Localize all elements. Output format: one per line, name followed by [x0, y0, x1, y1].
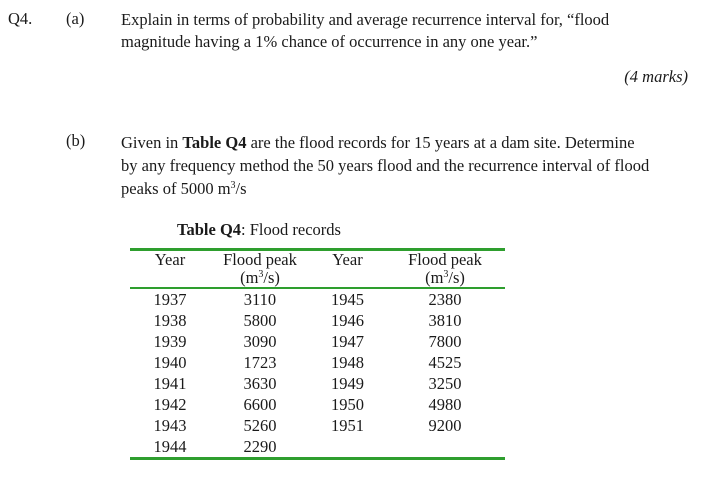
cell-year: 1948 — [331, 353, 364, 372]
cell-flood-peak: 9200 — [428, 416, 462, 435]
cell-year: 1946 — [331, 311, 364, 330]
table-bottom-rule — [130, 457, 505, 460]
part-b-unit-superscript: 3 — [230, 180, 236, 191]
part-a-line-2: magnitude having a 1% chance of occurrence in any one year.” — [121, 32, 538, 51]
part-a-line-1: Explain in terms of probability and average recurrence interval for, “flood — [121, 10, 610, 29]
part-b-line-1-pre: Given in — [121, 133, 183, 152]
cell-flood-peak: 3090 — [243, 332, 277, 351]
cell-flood-peak: 1723 — [243, 353, 277, 372]
table-row — [130, 394, 505, 415]
question-number: Q4. — [8, 9, 33, 28]
flood-records-table — [130, 248, 505, 460]
part-a-label: (a) — [66, 9, 85, 28]
table-caption-rest: : Flood records — [241, 220, 341, 239]
header-year-2: Year — [332, 250, 363, 269]
part-b-line-3-post: /s — [235, 179, 247, 198]
cell-flood-peak: 2290 — [243, 437, 277, 456]
cell-year — [310, 436, 385, 457]
cell-year: 1949 — [331, 374, 364, 393]
part-a-text — [121, 9, 609, 53]
cell-flood-peak: 5260 — [243, 416, 277, 435]
cell-year: 1944 — [153, 437, 187, 456]
table-row — [130, 331, 505, 352]
cell-flood-peak: 6600 — [243, 395, 277, 414]
cell-flood-peak: 2380 — [428, 290, 462, 309]
cell-year: 1942 — [153, 395, 187, 414]
table-row — [130, 436, 505, 457]
cell-year: 1941 — [153, 374, 187, 393]
cell-flood-peak: 4525 — [428, 353, 462, 372]
part-b-line-3 — [121, 177, 649, 200]
cell-flood-peak: 3250 — [428, 374, 462, 393]
table-row — [130, 289, 505, 310]
table-reference: Table Q4 — [182, 133, 247, 152]
header-flood-peak-2: Flood peak — [408, 250, 482, 269]
part-b-line-1 — [121, 131, 649, 154]
part-b-line-1-post: are the flood records for 15 years at a dam site. Determine — [246, 133, 635, 152]
cell-year: 1945 — [331, 290, 364, 309]
table-row — [130, 415, 505, 436]
part-b-text — [121, 131, 649, 200]
cell-year: 1940 — [153, 353, 187, 372]
cell-year: 1939 — [153, 332, 187, 351]
cell-year: 1947 — [331, 332, 364, 351]
table-row — [130, 373, 505, 394]
cell-year: 1937 — [153, 290, 187, 309]
table-header-row — [130, 251, 505, 269]
cell-flood-peak: 7800 — [428, 332, 462, 351]
cell-year: 1951 — [331, 416, 364, 435]
cell-flood-peak: 3630 — [243, 374, 277, 393]
header-flood-peak-1: Flood peak — [223, 250, 297, 269]
part-b-label: (b) — [66, 131, 86, 150]
cell-year: 1950 — [331, 395, 364, 414]
cell-year: 1943 — [153, 416, 187, 435]
cell-flood-peak: 3810 — [428, 311, 462, 330]
header-unit-2: $(m^3/s)$ — [425, 268, 465, 287]
header-year-1: Year — [154, 250, 186, 269]
table-body — [130, 289, 505, 457]
part-b-line-2: by any frequency method the 50 years flood and the recurrence interval of flood — [121, 156, 650, 175]
table-caption — [177, 220, 341, 240]
header-unit-1: $(m^3/s)$ — [240, 268, 280, 287]
marks-label: (4 marks) — [624, 67, 688, 86]
table-row — [130, 310, 505, 331]
cell-flood-peak: 4980 — [428, 395, 462, 414]
table-row — [130, 352, 505, 373]
part-b-line-3-pre: peaks of 5000 m — [121, 179, 231, 198]
cell-year: 1938 — [153, 311, 187, 330]
table-units-row — [130, 269, 505, 287]
cell-flood-peak: 5800 — [243, 311, 277, 330]
table-caption-bold: Table Q4 — [177, 220, 242, 239]
cell-flood-peak — [385, 436, 505, 457]
cell-flood-peak: 3110 — [243, 290, 277, 309]
